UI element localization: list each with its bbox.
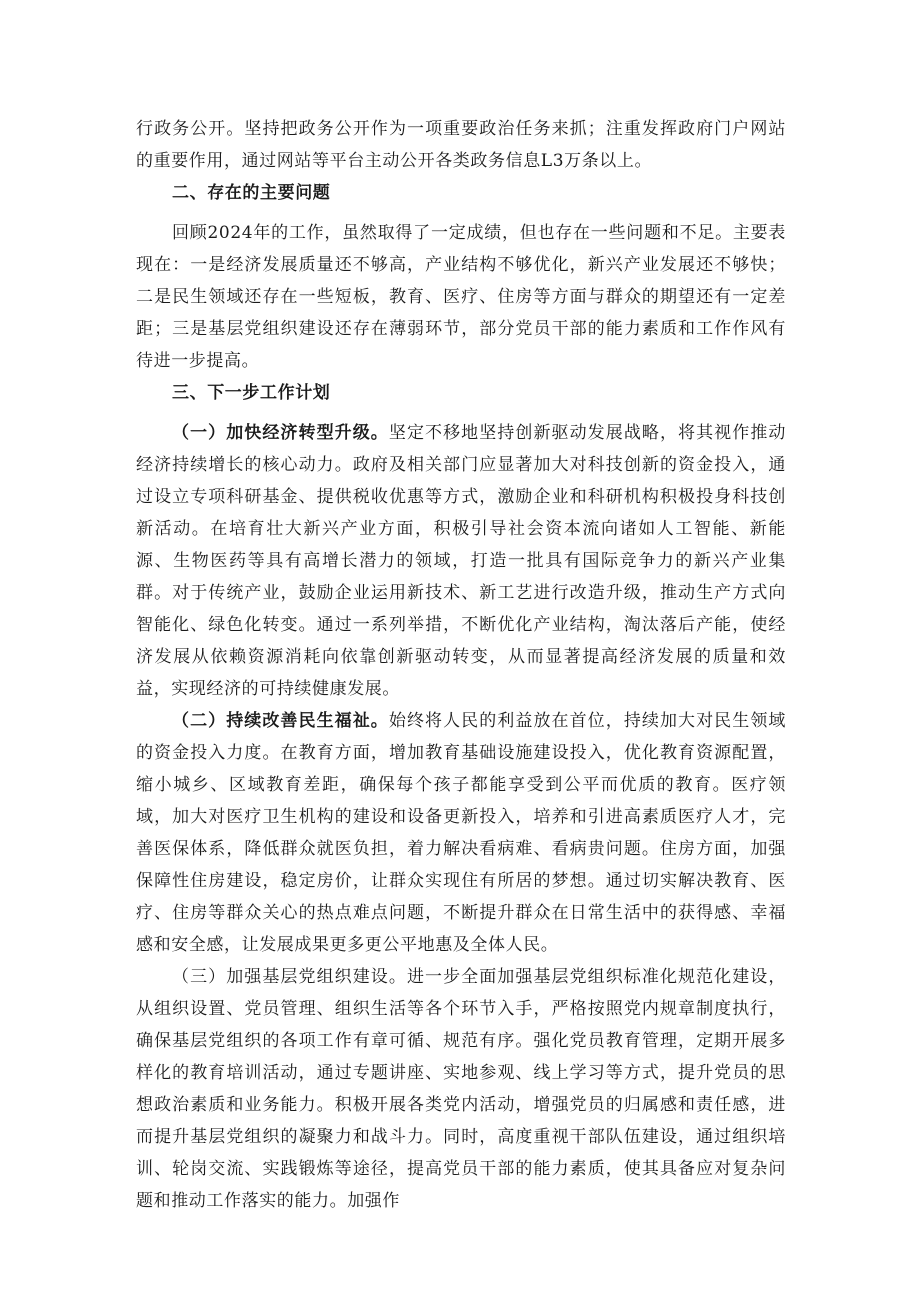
section-heading-plan: 三、下一步工作计划 — [172, 383, 331, 403]
plan-item-economy — [136, 417, 786, 705]
section-heading-problems: 二、存在的主要问题 — [172, 183, 331, 203]
plan-item-economy-body: 坚定不移地坚持创新驱动发展战略，将其视作推动经济持续增长的核心动力。政府及相关部门应显著加大对科技创新的资金投入，通过设立专项科研基金、提供税收优惠等方式，激励企业和科研机构积极投身科技创新活动。在培育壮大新兴产业方面，积极引导社会资本流向诸如人工智能、新能源、生物医药等具有高增长潜力的领域，打造一批具有国际竞争力的新兴产业集群。对于传统产业，鼓励企业运用新技术、新工艺进行改造升级，推动生产方式向智能化、绿色化转变。通过一系列举措，不断优化产业结构，淘汰落后产能，使经济发展从依赖资源消耗向依靠创新驱动转变，从而显著提高经济发展的质量和效益，实现经济的可持续健康发展。 — [136, 423, 786, 699]
plan-item-party-body: 进一步全面加强基层党组织标准化规范化建设，从组织设置、党员管理、组织生活等各个环节入手，严格按照党内规章制度执行，确保基层党组织的各项工作有章可循、规范有序。强化党员教育管理，定期开展多样化的教育培训活动，通过专题讲座、实地参观、线上学习等方式，提升党员的思想政治素质和业务能力。积极开展各类党内活动，增强党员的归属感和责任感，进而提升基层党组织的凝聚力和战斗力。同时，高度重视干部队伍建设，通过组织培训、轮岗交流、实践锻炼等途径，提高党员干部的能力素质，使其具备应对复杂问题和推动工作落实的能力。加强作 — [136, 967, 786, 1211]
plan-item-livelihood-body: 始终将人民的利益放在首位，持续加大对民生领域的资金投入力度。在教育方面，增加教育基础设施建设投入，优化教育资源配置，缩小城乡、区域教育差距，确保每个孩子都能享受到公平而优质的教育。医疗领域，加大对医疗卫生机构的建设和设备更新投入，培养和引进高素质医疗人才，完善医保体系，降低群众就医负担，着力解决看病难、看病贵问题。住房方面，加强保障性住房建设，稳定房价，让群众实现住有所居的梦想。通过切实解决教育、医疗、住房等群众关心的热点难点问题，不断提升群众在日常生活中的获得感、幸福感和安全感，让发展成果更多更公平地惠及全体人民。 — [136, 711, 786, 955]
plan-item-livelihood — [136, 705, 786, 961]
document-body — [136, 113, 786, 1217]
intro-paragraph: 行政务公开。坚持把政务公开作为一项重要政治任务来抓；注重发挥政府门户网站的重要作用，通过网站等平台主动公开各类政务信息L3万条以上。 — [136, 119, 786, 171]
problems-paragraph: 回顾2024年的工作，虽然取得了一定成绩，但也存在一些问题和不足。主要表现在：一是经济发展质量还不够高，产业结构不够优化，新兴产业发展还不够快；二是民生领域还存在一些短板，教育、医疗、住房等方面与群众的期望还有一定差距；三是基层党组织建设还存在薄弱环节，部分党员干部的能力素质和工作作风有待进一步提高。 — [136, 223, 786, 371]
plan-item-party — [136, 961, 786, 1217]
plan-item-economy-lead: （一）加快经济转型升级。 — [172, 423, 389, 443]
plan-item-party-lead: （三）加强基层党组织建设。 — [172, 967, 407, 987]
plan-item-livelihood-lead: （二）持续改善民生福祉。 — [172, 711, 389, 731]
